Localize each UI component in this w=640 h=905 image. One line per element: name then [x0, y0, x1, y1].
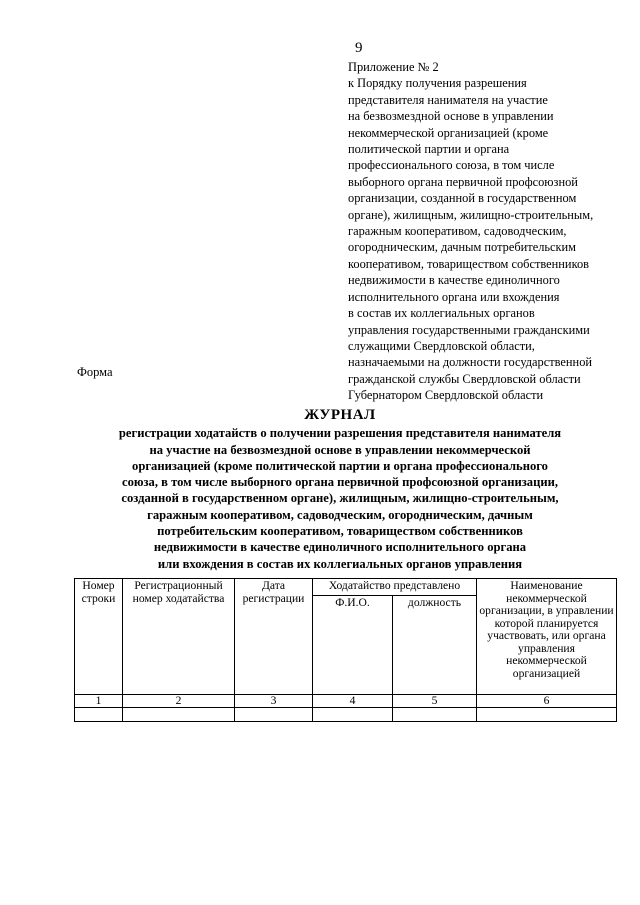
- header-position: должность: [393, 596, 477, 695]
- appendix-line: некоммерческой организацией (кроме: [348, 125, 549, 140]
- journal-subtitle-line: на участие на безвозмездной основе в управлении некоммерческой: [149, 442, 531, 457]
- form-label: Форма: [77, 365, 113, 379]
- appendix-line: представителя нанимателя на участие: [348, 92, 548, 107]
- header-petition-submitted: Ходатайство представлено: [313, 579, 477, 596]
- header-row-number: Номер строки: [75, 579, 123, 695]
- appendix-line: в состав их коллегиальных органов: [348, 306, 535, 321]
- header-organization-name: Наименование некоммерческой организации, в управлении которой планируется участвовать, или органа управления некоммерческой организацией: [477, 579, 617, 695]
- table-number-row: [75, 695, 617, 708]
- journal-subtitle-line: гаражным кооперативом, садоводческим, огородническим, дачным: [147, 507, 533, 522]
- appendix-line: Приложение № 2: [348, 60, 439, 74]
- header-full-name: Ф.И.О.: [313, 596, 393, 695]
- journal-table: [74, 578, 617, 722]
- column-number: 4: [313, 695, 393, 708]
- appendix-line: гражданской службы Свердловской области: [348, 371, 581, 386]
- appendix-line: недвижимости в качестве единоличного: [348, 273, 560, 288]
- header-registration-number: Регистрационный номер ходатайства: [123, 579, 235, 695]
- header-registration-date: Дата регистрации: [235, 579, 313, 695]
- journal-subtitle-line: недвижимости в качестве единоличного исполнительного органа: [153, 540, 527, 555]
- table-empty-row: [75, 708, 617, 722]
- appendix-line: служащими Свердловской области,: [348, 338, 535, 353]
- journal-subtitle-line: организацией (кроме политической партии и органа профессионального: [132, 458, 548, 473]
- appendix-line: назначаемыми на должности государственной: [348, 355, 593, 370]
- column-number: 3: [235, 695, 313, 708]
- journal-title: ЖУРНАЛ: [304, 407, 376, 423]
- column-number: 1: [75, 695, 123, 708]
- appendix-line: к Порядку получения разрешения: [348, 76, 527, 91]
- empty-cell: [393, 708, 477, 722]
- empty-cell: [235, 708, 313, 722]
- journal-subtitle-line: союза, в том числе выборного органа первичной профсоюзной организации,: [121, 475, 559, 490]
- journal-subtitle-line: потребительским кооперативом, товариществом собственников: [157, 524, 523, 539]
- journal-subtitle-line: созданной в государственном органе), жилищным, жилищно-строительным,: [121, 491, 559, 506]
- appendix-line: исполнительного органа или вхождения: [348, 289, 560, 304]
- empty-cell: [123, 708, 235, 722]
- journal-subtitle-line: или вхождения в состав их коллегиальных органов управления: [157, 556, 523, 571]
- appendix-line: выборного органа первичной профсоюзной: [348, 174, 578, 189]
- empty-cell: [477, 708, 617, 722]
- empty-cell: [75, 708, 123, 722]
- appendix-line: организации, созданной в государственном: [348, 191, 577, 206]
- appendix-line: огородническим, дачным потребительским: [348, 240, 577, 255]
- appendix-line: политической партии и органа: [348, 142, 510, 157]
- column-number: 5: [393, 695, 477, 708]
- empty-cell: [313, 708, 393, 722]
- journal-subtitle-line: регистрации ходатайств о получении разрешения представителя нанимателя: [118, 426, 562, 441]
- appendix-line: кооперативом, товариществом собственников: [348, 256, 589, 271]
- table-header-row: [75, 579, 617, 596]
- appendix-line: профессионального союза, в том числе: [348, 158, 555, 173]
- appendix-line: на безвозмездной основе в управлении: [348, 109, 554, 124]
- column-number: 6: [477, 695, 617, 708]
- appendix-line: управления государственными гражданскими: [348, 322, 590, 337]
- appendix-line: гаражным кооперативом, садоводческим,: [348, 224, 567, 239]
- appendix-line: органе), жилищным, жилищно-строительным,: [348, 207, 594, 222]
- page-number: 9: [355, 40, 363, 56]
- appendix-line: Губернатором Свердловской области: [348, 388, 544, 403]
- journal-heading: [60, 407, 620, 572]
- appendix-header: [348, 59, 638, 404]
- column-number: 2: [123, 695, 235, 708]
